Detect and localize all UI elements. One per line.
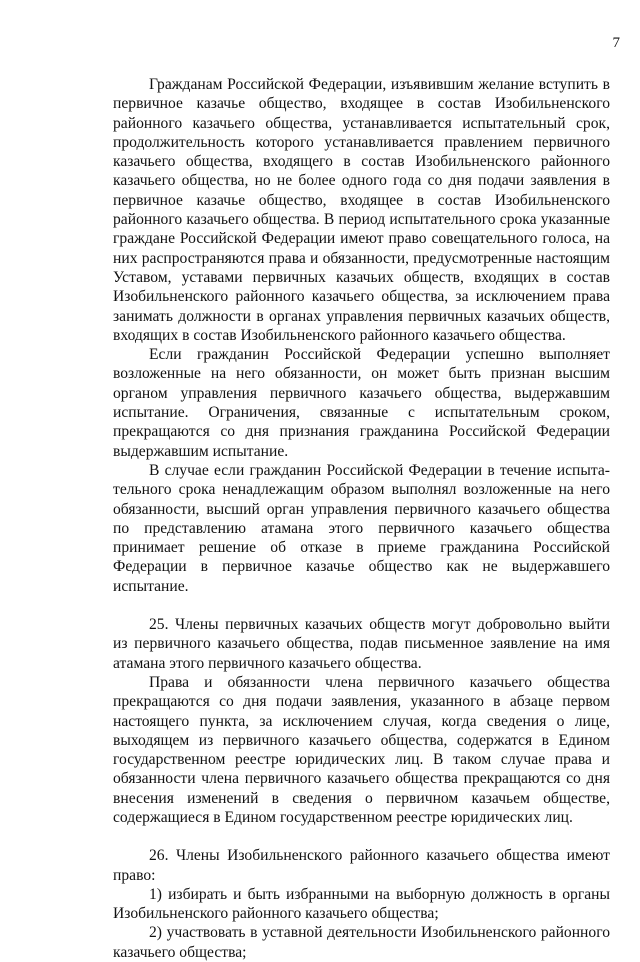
page-number: 7 xyxy=(612,35,620,51)
list-item-right-1: 1) избирать и быть избранными на выборную должность в органы Изобильненского районного казачьего общества; xyxy=(113,885,610,923)
paragraph-probation-period: Гражданам Российской Федерации, изъявившим желание вступить в первичное казачье общество, входящее в состав Изобильненского районного казачьего общества, устанавливается испытательный срок, продолжительность которого устанавливается правлением первичного казачьего общества, входящего в состав Изобильненского районного казачьего общества, но не более одного года со дня подачи заявления в первичное казачье общество, входящее в состав Изобильненского районного казачьего общества. В период испытательного срока указанные граждане Российской Федерации имеют право совещательного голоса, на них распространяются права и обязанности, предусмотренные настоящим Уставом, уставами первичных казачьих обществ, входящих в состав Изобильненского районного казачьего общества, за исключением права занимать должности в органах управления первичных казачьих обществ, входящих в состав Изобильненского районного казачьего общества. xyxy=(113,76,610,344)
document-body xyxy=(113,75,610,962)
list-item-right-2: 2) участвовать в уставной деятельности Изобильненского районного казачьего общества; xyxy=(113,924,610,961)
paragraph-probation-success: Если гражданин Российской Федерации успешно выполняет возложенные на него обязанности, он может быть признан высшим органом управления первичного казачьего общества, выдержавшим испытание. Ограничения, связанные с испытательным сроком, прекращаются со дня признания гражданина Российской Федерации выдержавшим испытание. xyxy=(113,346,610,460)
paragraph-probation-failure: В случае если гражданин Российской Федерации в течение испытательного срока ненадлежащим образом выполнял возложенные на него обязанности, высший орган управления первичного казачьего общества по представлению атамана этого первичного казачьего общества принимает решение об отказе в приеме гражданина Российской Федерации в первичное казачье общество как не выдержавшего испытание. xyxy=(113,461,610,595)
paragraph-clause-25: 25. Члены первичных казачьих обществ могут добровольно выйти из первичного казачьего общества, подав письменное заявление на имя атамана этого первичного казачьего общества. xyxy=(113,616,610,672)
paragraph-membership-termination: Права и обязанности члена первичного казачьего общества прекращаются со дня подачи заявления, указанного в абзаце первом настоящего пункта, за исключением случая, когда сведения о лице, выходящем из первичного казачьего общества, содержатся в Едином государственном реестре юридических лиц. В таком случае права и обязанности члена первичного казачьего общества прекращаются со дня внесения изменений в сведения о первичном казачьем обществе, содержащиеся в Едином государственном реестре юридических лиц. xyxy=(113,673,610,826)
paragraph-clause-26: 26. Члены Изобильненского районного казачьего общества имеют право: xyxy=(113,847,610,884)
